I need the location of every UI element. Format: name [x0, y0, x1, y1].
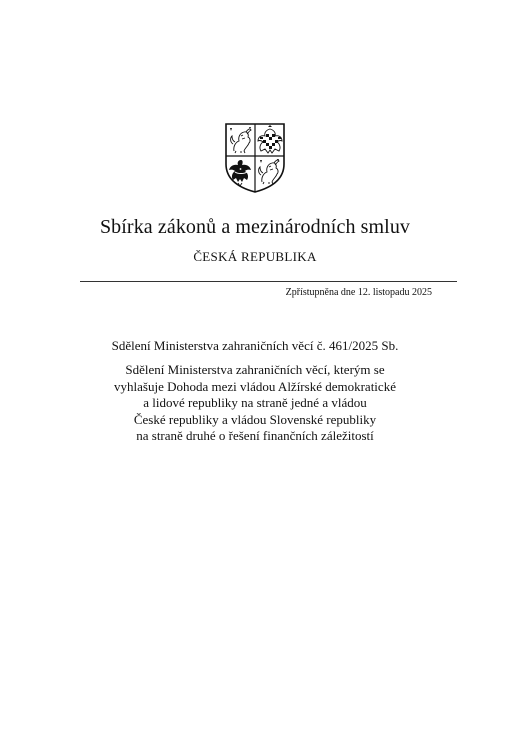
header-divider — [80, 281, 457, 282]
collection-title: Sbírka zákonů a mezinárodních smluv — [99, 216, 411, 238]
publication-date: Zpřístupněna dne 12. listopadu 2025 — [285, 287, 432, 298]
document-heading-line: vyhlašuje Dohoda mezi vládou Alžírské demokratické — [114, 378, 396, 394]
document-heading-line: České republiky a vládou Slovenské republiky — [133, 411, 377, 427]
document-number: Sdělení Ministerstva zahraničních věcí č. 461/2025 Sb. — [111, 338, 399, 353]
document-heading-line: na straně druhé o řešení finančních záležitostí — [136, 428, 374, 443]
document-heading-line: Sdělení Ministerstva zahraničních věcí, kterým se — [125, 362, 385, 377]
document-heading — [0, 362, 510, 445]
czech-coat-of-arms-icon — [224, 122, 286, 194]
country-name: ČESKÁ REPUBLIKA — [193, 249, 317, 264]
document-heading-line: a lidové republiky na straně jedné a vládou — [143, 395, 367, 410]
